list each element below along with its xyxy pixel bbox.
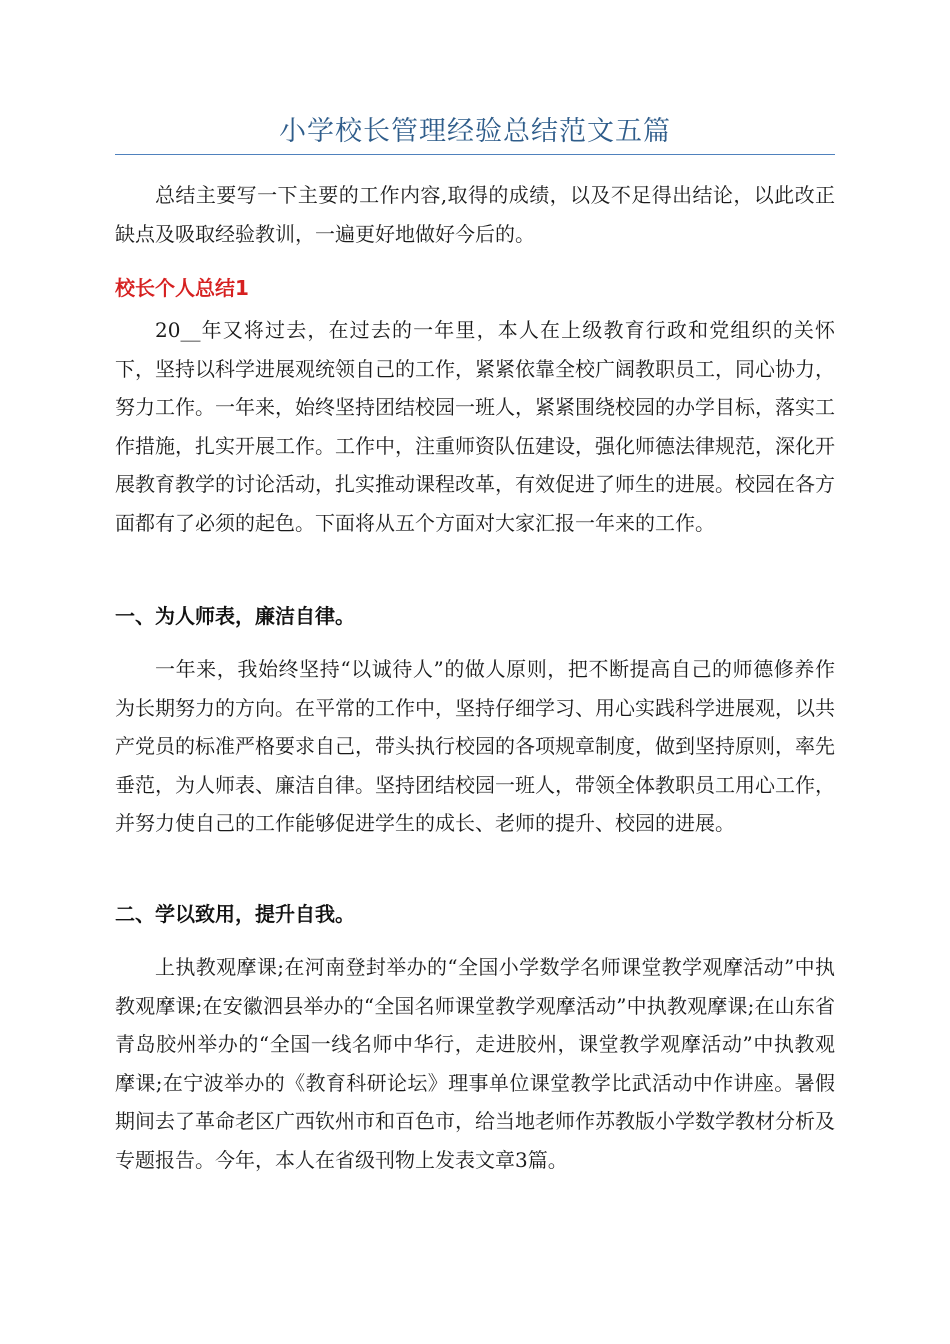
heading-2: 二、学以致用，提升自我。	[115, 902, 355, 926]
heading-1: 一、为人师表，廉洁自律。	[115, 604, 355, 628]
intro-paragraph: 总结主要写一下主要的工作内容,取得的成绩，以及不足得出结论，以此改正缺点及吸取经验教训，一遍更好地做好今后的。	[115, 183, 835, 246]
section-heading: 校长个人总结1	[115, 276, 249, 300]
paragraph-3: 上执教观摩课;在河南登封举办的“全国小学数学名师课堂教学观摩活动”中执教观摩课;在安徽泗县举办的“全国名师课堂教学观摩活动”中执教观摩课;在山东省青岛胶州举办的“全国一线名师中华行，走进胶州，课堂教学观摩活动”中执教观摩课;在宁波举办的《教育科研论坛》理事单位课堂教学比武活动中作讲座。暑假期间去了革命老区广西钦州市和百色市，给当地老师作苏教版小学数学教材分析及专题报告。今年，本人在省级刊物上发表文章3篇。	[115, 955, 835, 1172]
document-title: 小学校长管理经验总结范文五篇	[279, 116, 671, 147]
paragraph-1: 20__年又将过去，在过去的一年里，本人在上级教育行政和党组织的关怀下，坚持以科学进展观统领自己的工作，紧紧依靠全校广阔教职员工，同心协力，努力工作。一年来，始终坚持团结校园一班人，紧紧围绕校园的办学目标，落实工作措施，扎实开展工作。工作中，注重师资队伍建设，强化师德法律规范，深化开展教育教学的讨论活动，扎实推动课程改革，有效促进了师生的进展。校园在各方面都有了必须的起色。下面将从五个方面对大家汇报一年来的工作。	[115, 318, 835, 535]
paragraph-2: 一年来，我始终坚持“以诚待人”的做人原则，把不断提高自己的师德修养作为长期努力的方向。在平常的工作中，坚持仔细学习、用心实践科学进展观，以共产党员的标准严格要求自己，带头执行校园的各项规章制度，做到坚持原则，率先垂范，为人师表、廉洁自律。坚持团结校园一班人，带领全体教职员工用心工作，并努力使自己的工作能够促进学生的成长、老师的提升、校园的进展。	[115, 657, 835, 835]
title-underline	[115, 154, 835, 155]
